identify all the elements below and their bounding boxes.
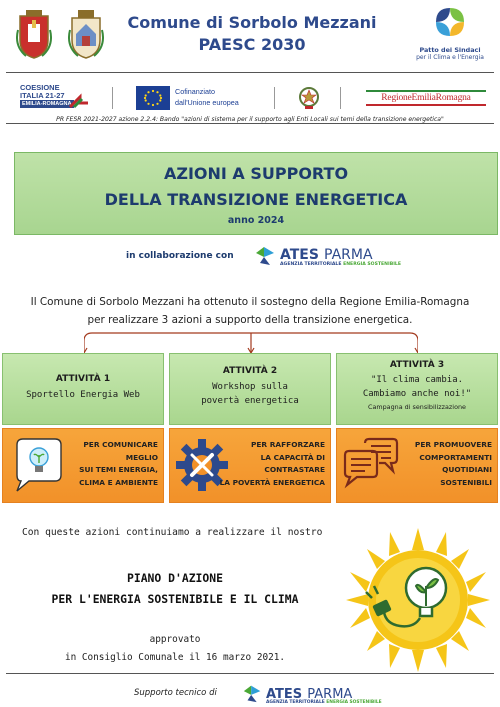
closing-lead: Con queste azioni continuiamo a realizzare il nostro	[22, 527, 323, 538]
goal-card-3	[336, 428, 498, 503]
eu-line2: dall'Unione europea	[175, 98, 239, 107]
activity-card-2	[169, 353, 331, 425]
sorbolo-crest-icon	[16, 10, 52, 60]
eu-cofinancing-text	[175, 86, 239, 108]
patto-title: Patto dei Sindaci	[419, 46, 481, 54]
title-year: anno 2024	[227, 215, 285, 226]
activity-3-line2: Cambiamo anche noi!"	[362, 389, 472, 399]
goal-2-line3: CONTRASTARE	[264, 465, 325, 474]
footer-ates-subtitle	[266, 700, 382, 705]
italian-republic-emblem-icon	[298, 85, 320, 111]
footer-divider	[6, 673, 494, 674]
plan-title-line1: PIANO D'AZIONE	[126, 571, 223, 585]
paesc-label: PAESC 2030	[198, 35, 306, 54]
activity-card-3	[336, 353, 498, 425]
approval-text	[10, 631, 340, 667]
ates-sub2: ENERGIA SOSTENIBILE	[343, 262, 401, 267]
activity-2-heading: ATTIVITÀ 2	[222, 366, 278, 376]
patto-sindaci-logo	[404, 4, 496, 61]
eu-flag-icon	[136, 86, 170, 110]
goal-2-line4: LA POVERTÀ ENERGETICA	[219, 477, 325, 487]
activity-1-heading: ATTIVITÀ 1	[55, 374, 111, 384]
activity-3-line1: "Il clima cambia.	[370, 375, 464, 385]
activity-2-line1: Workshop sulla	[212, 382, 288, 392]
fesr-note: PR FESR 2021-2027 azione 2.2.4: Bando "azioni di sistema per il supporto agli Enti Locali sui temi della transizione energetica"	[56, 116, 444, 123]
logo-divider	[112, 87, 113, 109]
goal-card-2	[169, 428, 331, 503]
goal-1-text	[79, 439, 158, 489]
ates-wordmark	[280, 244, 373, 263]
collaboration-label: in collaborazione con	[126, 251, 234, 261]
intro-text	[10, 293, 490, 329]
page-header-title	[120, 12, 384, 56]
goal-3-line4: SOSTENIBILI	[440, 477, 492, 487]
support-label: Supporto tecnico di	[134, 688, 217, 698]
activity-1-line1: Sportello Energia Web	[26, 390, 140, 400]
approval-date-line: in Consiglio Comunale il 16 marzo 2021.	[64, 652, 286, 663]
activities-connector	[84, 329, 418, 355]
ates-city: PARMA	[324, 247, 373, 263]
regione-emilia-romagna-logo	[366, 90, 486, 106]
logo-divider	[274, 87, 275, 109]
plan-title-line2: PER L'ENERGIA SOSTENIBILE E IL CLIMA	[51, 592, 299, 606]
goal-card-1	[2, 428, 164, 503]
intro-line1: Il Comune di Sorbolo Mezzani ha ottenuto il sostegno della Regione Emilia-Romagna	[30, 296, 470, 308]
coesione-logo	[20, 84, 65, 100]
sun-energy-bulb-icon	[344, 528, 492, 672]
intro-line2: per realizzare 3 azioni a supporto della transizione energetica.	[87, 314, 413, 326]
coesione-region: EMILIA-ROMAGNA	[22, 101, 72, 107]
goal-2-line2: LA CAPACITÀ DI	[260, 452, 325, 462]
ates-sub2: ENERGIA SOSTENIBILE	[326, 700, 382, 705]
ates-sub1: AGENZIA TERRITORIALE	[266, 700, 325, 705]
plan-title	[10, 568, 340, 610]
activity-2-line2: povertà energetica	[201, 396, 299, 406]
mezzani-crest-icon	[68, 10, 104, 60]
coesione-line1: COESIONE	[20, 83, 60, 92]
activity-3-sub: Campagna di sensibilizzazione	[368, 403, 466, 411]
goal-1-line1: PER COMUNICARE	[83, 440, 158, 449]
goal-1-line3: SUI TEMI ENERGIA,	[79, 465, 158, 474]
goal-2-text	[220, 439, 325, 489]
logo-divider	[340, 87, 341, 109]
goal-2-line1: PER RAFFORZARE	[250, 440, 325, 449]
ates-city: PARMA	[307, 687, 353, 702]
goal-1-line2: MEGLIO	[125, 452, 158, 462]
ates-mark-icon	[254, 243, 278, 267]
goal-1-line4: CLIMA E AMBIENTE	[79, 477, 158, 487]
goal-3-text	[415, 439, 492, 489]
municipality-name: Comune di Sorbolo Mezzani	[127, 13, 377, 32]
lightbulb-speech-icon	[7, 437, 65, 495]
chat-bubbles-icon	[341, 437, 401, 493]
main-title-line1: AZIONI A SUPPORTO	[163, 164, 349, 183]
eu-line1: Cofinanziato	[175, 87, 215, 96]
patto-leaf-icon	[430, 4, 470, 40]
main-title-box	[14, 152, 498, 235]
patto-subtitle: per il Clima e l'Energia	[416, 54, 484, 61]
ates-mark-icon	[242, 682, 264, 704]
ates-sub1: AGENZIA TERRITORIALE	[280, 262, 342, 267]
goal-3-line1: PER PROMUOVERE	[414, 440, 492, 449]
coesione-arrow-icon	[68, 87, 90, 109]
region-name: RegioneEmiliaRomagna	[381, 93, 471, 103]
activity-card-1	[2, 353, 164, 425]
ates-brand: ATES	[266, 687, 303, 702]
goal-3-line3: QUOTIDIANI	[442, 465, 492, 474]
activity-3-heading: ATTIVITÀ 3	[389, 360, 445, 370]
coesione-line2: ITALIA 21-27	[20, 91, 65, 100]
ates-brand: ATES	[280, 247, 319, 263]
main-title-line2: DELLA TRANSIZIONE ENERGETICA	[104, 190, 408, 209]
ates-subtitle	[280, 262, 401, 267]
goal-3-line2: COMPORTAMENTI	[419, 452, 492, 462]
approved-word: approvato	[149, 634, 201, 645]
